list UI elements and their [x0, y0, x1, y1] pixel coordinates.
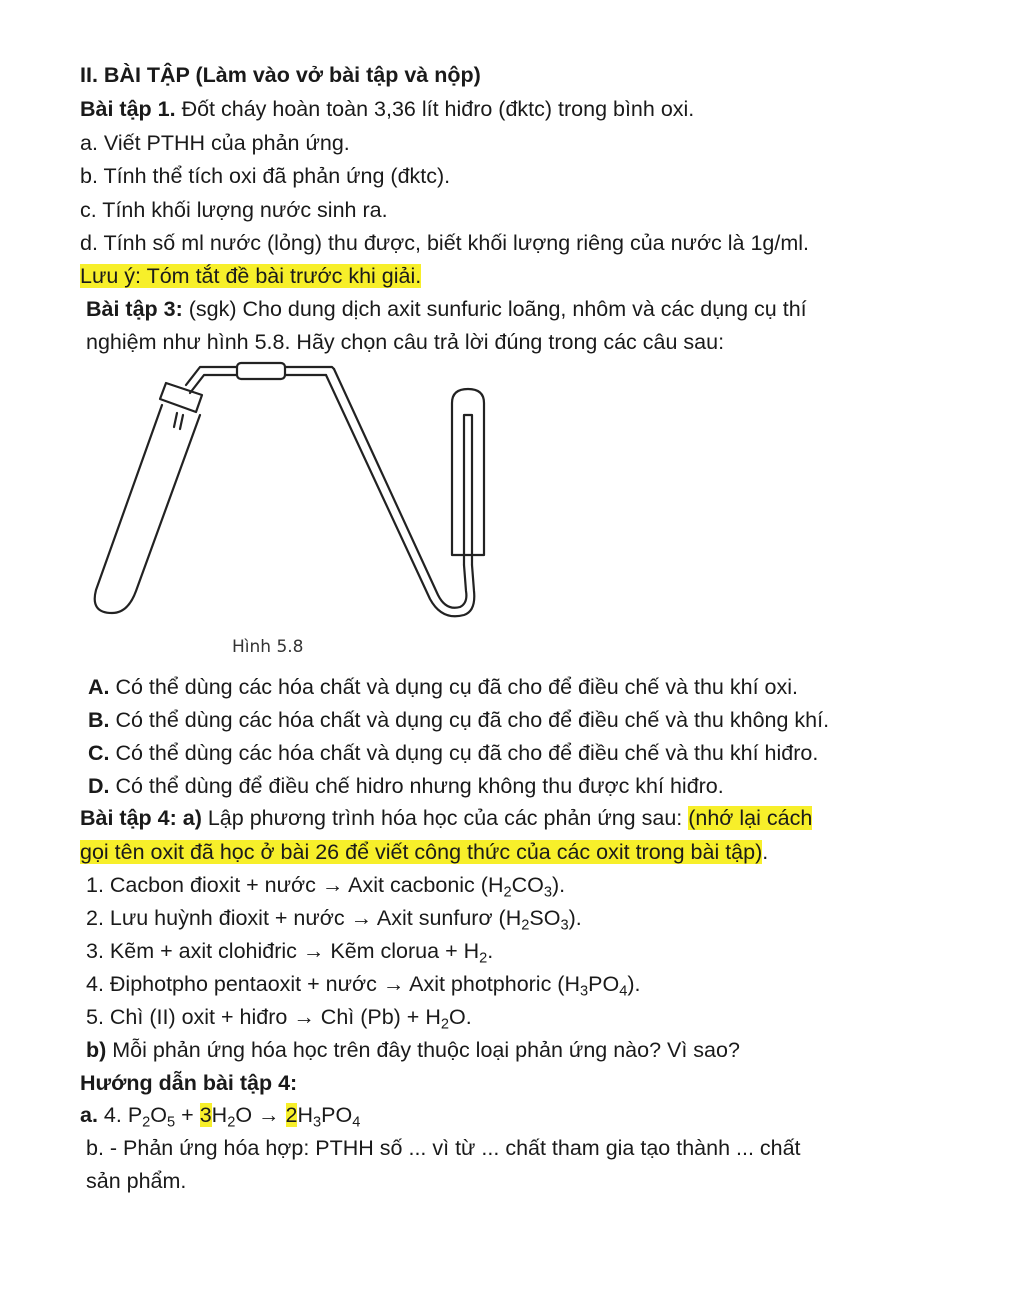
reaction-text: ). — [627, 972, 641, 996]
subscript: 2 — [142, 1114, 151, 1131]
guide-b-line1: b. - Phản ứng hóa hợp: PTHH số ... vì từ ... chất tham gia tạo thành ... chất — [86, 1136, 801, 1160]
bt1-intro — [80, 97, 694, 123]
option-text: Có thể dùng các hóa chất và dụng cụ đã cho để điều chế và thu khí oxi. — [109, 675, 798, 699]
bt1-note-text: Lưu ý: Tóm tắt đề bài trước khi giải. — [80, 264, 422, 288]
bt4-label: Bài tập 4: a) — [80, 806, 202, 830]
bt4-highlight-2: gọi tên oxit đã học ở bài 26 để viết công thức của các oxit trong bài tập) — [80, 840, 763, 864]
option-text: Có thể dùng để điều chế hidro nhưng không thu được khí hiđro. — [109, 774, 724, 798]
eq-text: 4. P — [97, 1103, 143, 1127]
subscript: 3 — [543, 884, 552, 901]
bt1-part-c: c. Tính khối lượng nước sinh ra. — [80, 198, 388, 222]
coefficient-highlight: 2 — [285, 1103, 298, 1127]
bt1-note — [80, 264, 421, 290]
bt4-line2-end: . — [762, 840, 769, 864]
reaction-text: 4. Điphotpho pentaoxit + nước → Axit photphoric (H — [86, 972, 580, 996]
eq-text: H — [297, 1103, 313, 1127]
reaction-text: 3. Kẽm + axit clohiđric → Kẽm clorua + H — [86, 939, 480, 963]
bt4-highlight-1: (nhớ lại cách — [688, 806, 813, 830]
subscript: 4 — [352, 1114, 361, 1131]
subscript: 2 — [479, 950, 488, 967]
guide-equation — [80, 1103, 360, 1129]
bt1-part-d: d. Tính số ml nước (lỏng) thu được, biết khối lượng riêng của nước là 1g/ml. — [80, 231, 810, 255]
bt3-intro-line1 — [86, 297, 807, 323]
reaction-text: PO — [588, 972, 620, 996]
bt3-option-a — [88, 675, 798, 701]
coefficient-highlight: 3 — [199, 1103, 212, 1127]
reaction-text: 1. Cacbon đioxit + nước → Axit cacbonic (H — [86, 873, 504, 897]
reaction-text: ). — [568, 906, 582, 930]
bt4-reaction-1 — [86, 873, 565, 899]
bt4-intro-line2 — [80, 840, 768, 866]
bt4-reaction-2 — [86, 906, 582, 932]
eq-text: O → — [235, 1103, 286, 1127]
eq-text: H — [211, 1103, 228, 1127]
figure-caption: Hình 5.8 — [232, 637, 304, 657]
subscript: 5 — [167, 1114, 176, 1131]
bt3-intro-line2: nghiệm như hình 5.8. Hãy chọn câu trả lời đúng trong các câu sau: — [86, 330, 725, 354]
option-letter: C. — [88, 741, 110, 765]
bt4-b-text: Mỗi phản ứng hóa học trên đây thuộc loại phản ứng nào? Vì sao? — [106, 1038, 740, 1062]
subscript: 3 — [580, 983, 589, 1000]
section-heading: II. BÀI TẬP (Làm vào vở bài tập và nộp) — [80, 63, 481, 87]
option-text: Có thể dùng các hóa chất và dụng cụ đã cho để điều chế và thu không khí. — [109, 708, 830, 732]
reaction-text: CO — [511, 873, 544, 897]
subscript: 4 — [619, 983, 628, 1000]
reaction-text: O. — [449, 1005, 472, 1029]
bt1-label: Bài tập 1. — [80, 97, 176, 121]
subscript: 3 — [313, 1114, 322, 1131]
bt4-reaction-5 — [86, 1005, 472, 1031]
option-letter: B. — [88, 708, 110, 732]
bt3-option-c — [88, 741, 818, 767]
bt3-option-d — [88, 774, 724, 800]
guide-b-line2: sản phẩm. — [86, 1169, 187, 1193]
subscript: 3 — [560, 917, 569, 934]
bt4-b-label: b) — [86, 1038, 107, 1062]
bt4-reaction-3 — [86, 939, 493, 965]
option-text: Có thể dùng các hóa chất và dụng cụ đã cho để điều chế và thu khí hiđro. — [109, 741, 819, 765]
bt3-text1: (sgk) Cho dung dịch axit sunfuric loãng, nhôm và các dụng cụ thí — [182, 297, 807, 321]
reaction-text: 5. Chì (II) oxit + hiđro → Chì (Pb) + H — [86, 1005, 441, 1029]
bt4-reaction-4 — [86, 972, 641, 998]
test-tube-gas-apparatus-icon — [82, 355, 502, 620]
bt1-part-a: a. Viết PTHH của phản ứng. — [80, 131, 350, 155]
eq-text: + — [175, 1103, 200, 1127]
bt3-option-b — [88, 708, 829, 734]
subscript: 2 — [440, 1016, 450, 1033]
bt3-label: Bài tập 3: — [86, 297, 183, 321]
option-letter: A. — [88, 675, 110, 699]
bt4-part-b — [86, 1038, 740, 1064]
eq-text: PO — [321, 1103, 353, 1127]
bt1-text: Đốt cháy hoàn toàn 3,36 lít hiđro (đktc) trong bình oxi. — [175, 97, 695, 121]
guide-a-label: a. — [80, 1103, 98, 1127]
reaction-text: 2. Lưu huỳnh đioxit + nước → Axit sunfurơ (H — [86, 906, 522, 930]
reaction-text: ). — [552, 873, 566, 897]
guide-title: Hướng dẫn bài tập 4: — [80, 1071, 298, 1095]
subscript: 2 — [503, 884, 512, 901]
bt4-text: Lập phương trình hóa học của các phản ứng sau: — [201, 806, 689, 830]
bt1-part-b: b. Tính thể tích oxi đã phản ứng (đktc). — [80, 164, 451, 188]
eq-text: O — [150, 1103, 168, 1127]
bt4-intro-line1 — [80, 806, 812, 832]
subscript: 2 — [227, 1114, 236, 1131]
reaction-text: . — [487, 939, 494, 963]
subscript: 2 — [521, 917, 530, 934]
reaction-text: SO — [529, 906, 561, 930]
option-letter: D. — [88, 774, 110, 798]
